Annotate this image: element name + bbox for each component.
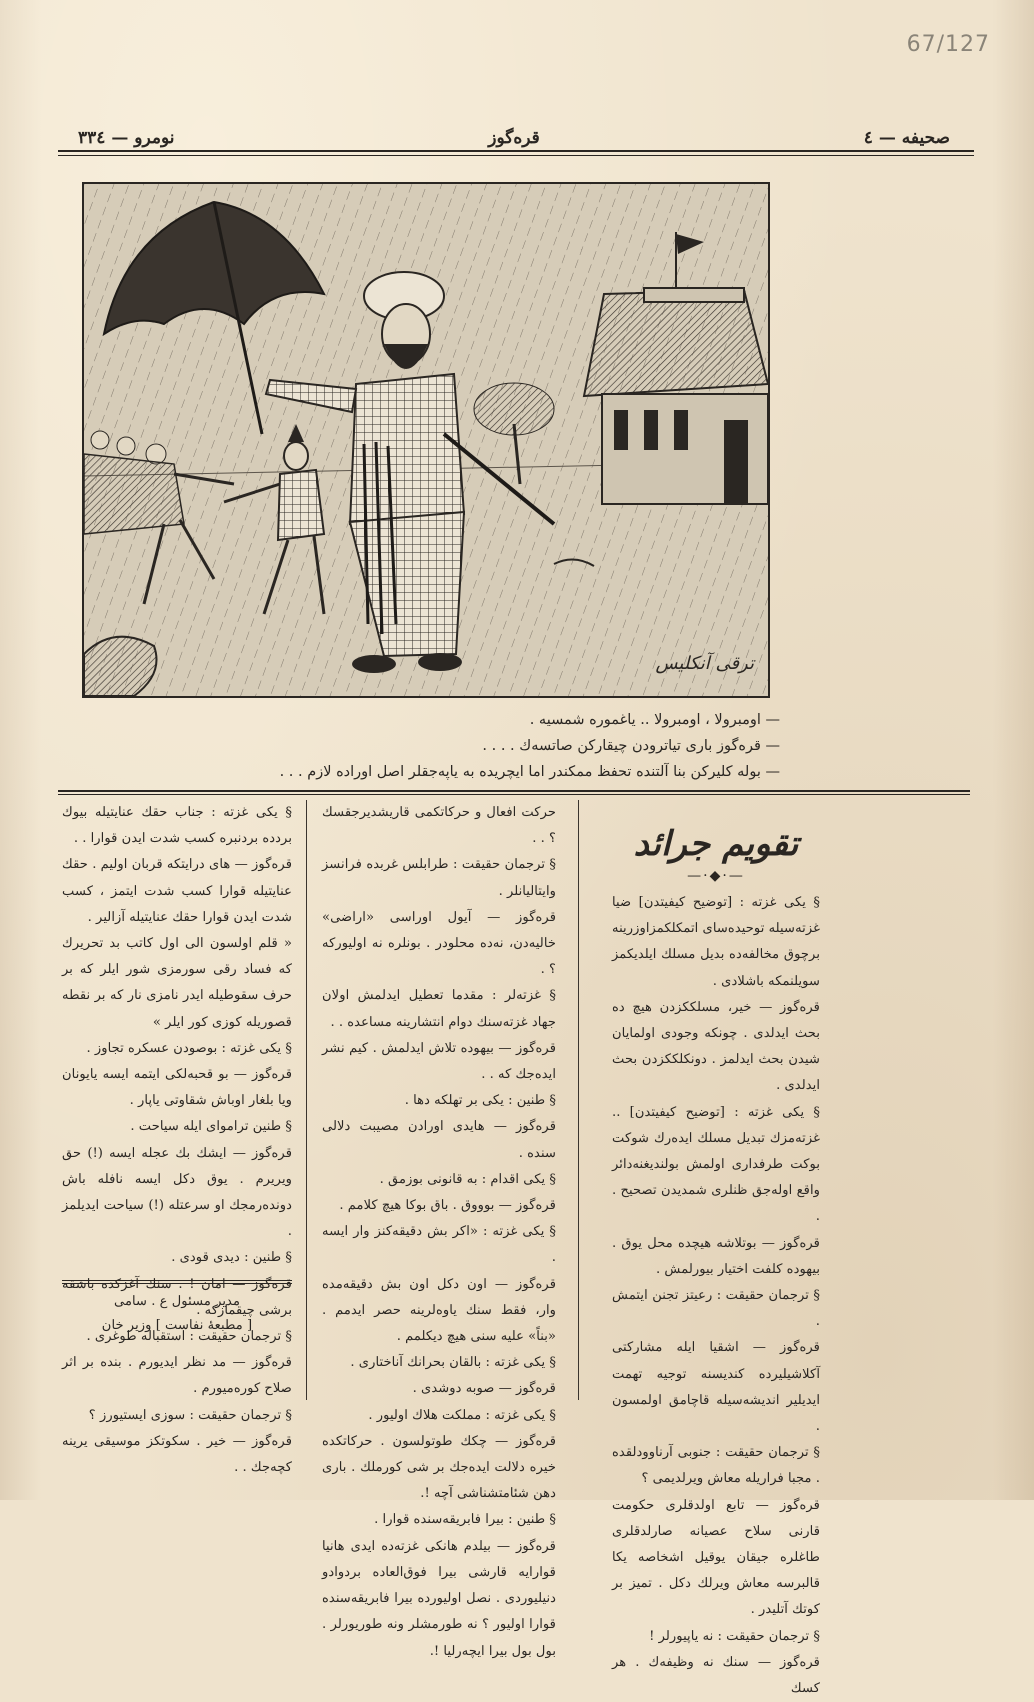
article-paragraph: قره‌گوز — ایشك بك عجله ایسه (!) حق ویریرم . یوق دکل ایسه نافله باش دونده‌رمجك او سرعتله (!) سیاحت ایدیلمز . (62, 1145, 292, 1240)
article-paragraph: § یکی غزته : [توضیح کیفیتدن] ضیا غزته‌سیله توحیده‌سای اتمکلکمزاوزرینه برچوق مخالفه‌ده بدیل مسلك ایلدیکمز سویلنمکه باشلادی . (612, 895, 820, 989)
article-paragraph: § یکی غزته : بوصودن عسکره تجاوز . (86, 1040, 292, 1056)
article-paragraph: § ترجمان حقیقت : جنوبی آرناوودلقده . مجبا فراریله معاش ویرلدیمی ؟ (612, 1445, 820, 1487)
article-paragraph: § یکی غزته : جناب حقك عنایتیله بیوك بردده بردنبره کسب شدت ایدن قوارا . . (62, 805, 292, 847)
page-number: صحیفه — ٤ (863, 128, 950, 148)
article-paragraph: § ترجمان حقیقت : سوزی ایستیورز ؟ (88, 1407, 292, 1423)
cartoon-illustration (82, 182, 770, 698)
imprint-block (62, 1280, 292, 1338)
article-paragraph: § طنین : بیرا فابریقه‌سنده قوارا . (374, 1512, 556, 1528)
press-review-column (612, 800, 820, 1702)
article-paragraph: قره‌گوز — اون دکل اون بش دقیقه‌مده وار، فقط سنك یاوه‌لرینه حصر ایدمم . «بناً» علیه سنی هیچ دیکلمم . (322, 1276, 556, 1345)
article-paragraph: § ترجمان حقیقت : رعیتز تجنن ایتمش . (612, 1288, 820, 1330)
section-rule (58, 790, 970, 792)
article-paragraph: قره‌گوز — های درایتکه قربان اولیم . حقك عنایتیله قوارا کسب شدت ایتمز ، کسب شدت ایدن قوارا حقك عنایتیله آزالیر . (62, 857, 292, 925)
article-paragraph: § ترجمان حقیقت : استقباله طوغری . (86, 1329, 292, 1345)
article-paragraph: § یکی اقدام : به قانونی بوزمق . (379, 1171, 556, 1187)
caption-line: — اومبرولا ، اومبرولا .. یاغموره شمسیه . (529, 712, 780, 728)
article-paragraph: قره‌گوز — صوبه دوشدی . (412, 1381, 556, 1397)
section-title: تقویم جرائد (633, 824, 799, 864)
header-rule (58, 150, 974, 152)
article-paragraph: قره‌گوز — بوووق . باق بوکا هیچ کلامم . (339, 1198, 556, 1214)
caption-line: — بوله کلیرکن بنا آلتنده تحفظ ممکندر اما ایچریده به یاپه‌جقلر اصل اوراده لازم . . . (279, 764, 780, 780)
article-paragraph: قره‌گوز — بیهوده تلاش ایدلمش . کیم نشر ایده‌جك که . . (322, 1040, 556, 1083)
article-paragraph: § ترجمان حقیقت : نه یاپیورلر ! (649, 1628, 820, 1644)
header-rule-thin (58, 155, 974, 156)
printer-line: [ مطبعهٔ نفاست ] وزیر خان (101, 1318, 253, 1333)
article-paragraph: قره‌گوز — امان ! . سنك آغزکده باشقه برشی چیقمازکه . (62, 1276, 292, 1318)
article-paragraph: § یکی غزته : [توضیح کیفیتدن] .. غزته‌مزك تبدیل مسلك ایده‌رك شوکت بوکت طرفداری اولمش بولندیغنه‌دائر واقع اوله‌جق ظنلری شمدیدن تصحیح . . (612, 1104, 820, 1225)
editor-line: مدیر مسئول ع . سامی (113, 1294, 241, 1309)
article-paragraph: قره‌گوز — سنك نه وظیفه‌ك . هر کسك (612, 1654, 820, 1697)
article-paragraph: قره‌گوز — آیول اوراسی «اراضی» خالیه‌دن، نه‌ده محلودر . بونلره نه اولیورکه ؟ . (322, 909, 556, 978)
archive-mark: 67/127 (906, 32, 990, 57)
article-paragraph: § طنین : یکی بر تهلکه دها . (404, 1093, 556, 1109)
article-paragraph: قره‌گوز — تابع اولدقلری حکومت قارنی سلاح عصیانه صارلدقلری طاغلره جیقان یوقیل اشخاصه یکا قالبرسه معاش ویرلك دکل . تمیز بر کوتك آتلیدر . (612, 1497, 820, 1618)
article-paragraph: قره‌گوز — بو قحبه‌لکی ایتمه ایسه یایونان ویا بلغار اوباش شقاوتی یاپار . (62, 1067, 292, 1109)
article-paragraph: قره‌گوز — بیلدم هانکی غزته‌ده ایدی هانیا قوارایه قارشی بیرا فوق‌العاده بردوادو دنیلیوردی . نصل اولیورده بیرا فابریقه‌سنده قوارا اولیور ؟ نه طورمشلر ونه طوریورلر . بول بول بیرا ایچه‌رلیا !. (322, 1538, 556, 1659)
left-column (62, 800, 292, 1481)
article-paragraph: § یکی غزته : مملکت هلاك اولیور . (368, 1407, 556, 1423)
title-ornament: —·◆·— (687, 868, 745, 884)
article-paragraph: قره‌گوز — هایدی اورادن مصیبت دلالی سنده . (322, 1119, 556, 1161)
issue-number: نومرو — ٣٣٤ (78, 128, 175, 148)
article-paragraph: قره‌گوز — بوتلاشه هیچده محل یوق . بیهوده کلفت اختیار بیورلمش . (612, 1235, 820, 1277)
article-paragraph: § طنین : دیدی قودی . (171, 1250, 292, 1266)
rock (84, 637, 157, 696)
caption-line: — قره‌گوز باری تیاترودن چیقارکن صاتسه‌ك . . . . (482, 738, 780, 754)
article-paragraph: حرکت افعال و حرکاتکمی قاریشدیرجقسك ؟ . . (322, 805, 556, 847)
cartoon-drawing (84, 184, 768, 696)
column-divider (306, 800, 307, 1400)
article-paragraph: قره‌گوز — چکك طوتولسون . حرکاتکده خیره دلالت ایده‌جك بر شی کورملك . باری دهن شئامتشناشی آچه !. (322, 1433, 556, 1502)
verse-quote: « قلم اولسون الی اول کاتب بد تحریرك که فساد رقی سورمزی شور ایلر که بر حرف سقوطیله ایدر نامزی نار که بر نقطه قصوریله کوزی کور ایلر » (62, 936, 292, 1030)
artist-signature: ترقی آنکلیس (655, 653, 754, 674)
middle-column (322, 800, 556, 1665)
article-paragraph: قره‌گوز — خیر، مسلککزدن هیچ ده بحث ایدلدی . چونکه وجودی اولمایان شیدن بحث ایدلمز . دونکلککزدن بحث ایدلدی . (612, 999, 820, 1094)
article-paragraph: قره‌گوز — مد نظر ایدیورم . بنده بر اثر صلاح کوره‌میورم . (62, 1355, 292, 1397)
article-paragraph: § طنین تراموای ایله سیاحت . (130, 1119, 292, 1135)
article-paragraph: قره‌گوز — خیر . سکوتکز موسیقی یرینه کچه‌جك . . (62, 1433, 292, 1476)
masthead-title: قره‌گوز (488, 128, 540, 148)
article-paragraph: § یکی غزته : بالقان بحرانك آناختاری . (350, 1355, 556, 1371)
article-paragraph: قره‌گوز — اشقیا ایله مشارکتی آکلاشیلیرده کندیسنه توجیه تهمت ایدیلیر اندیشه‌سیله قاچامق اولمسون . (612, 1340, 820, 1435)
column-divider (578, 800, 579, 1400)
article-paragraph: § ترجمان حقیقت : طرابلس غربده فرانسز وایتالیانلر . (322, 857, 556, 899)
article-paragraph: § یکی غزته : «اکر بش دقیقه‌کنز وار ایسه . (322, 1224, 556, 1266)
article-paragraph: § غزته‌لر : مقدما تعطیل ایدلمش اولان جهاد غزته‌سنك دوام انتشارینه مساعده . . (322, 988, 556, 1030)
imprint-rule (62, 1280, 292, 1284)
section-rule-thin (58, 794, 970, 795)
